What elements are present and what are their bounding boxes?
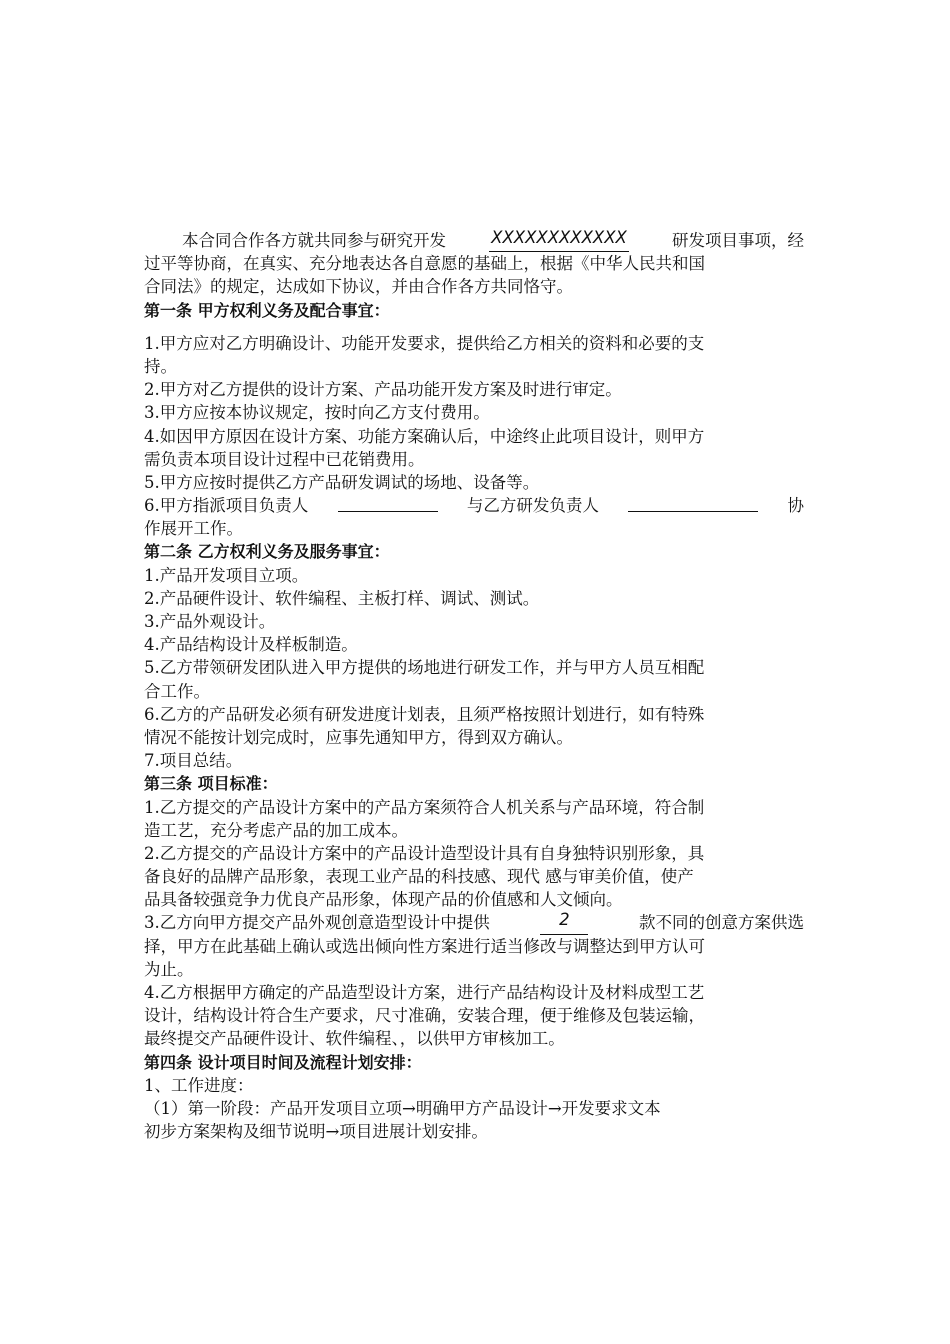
article2-line: 3.产品外观设计。 <box>144 612 276 631</box>
intro-text-a: 本合同合作各方就共同参与研究开发 <box>182 231 446 250</box>
article3-heading: 第三条 项目标准： <box>144 774 278 794</box>
item6-text-a: 6.甲方指派项目负责人 <box>144 496 309 516</box>
rd-lead-blank <box>628 494 758 512</box>
article4-heading: 第四条 设计项目时间及流程计划安排： <box>144 1052 422 1072</box>
article2-heading: 第二条 乙方权利义务及服务事宜： <box>144 542 390 562</box>
article1-heading: 第一条 甲方权利义务及配合事宜： <box>144 300 390 320</box>
item3-text-a: 3.乙方向甲方提交产品外观创意造型设计中提供 <box>144 913 490 933</box>
intro-line-1 <box>144 229 804 252</box>
item3-text-b: 款不同的创意方案供选 <box>639 913 804 933</box>
article4-line: （1）第一阶段：产品开发项目立项→明确甲方产品设计→开发要求文本 <box>144 1098 661 1118</box>
intro-line-2: 过平等协商，在真实、充分地表达各自意愿的基础上，根据《中华人民共和国 <box>144 254 705 274</box>
article3-line: 4.乙方根据甲方确定的产品造型设计方案，进行产品结构设计及材料成型工艺 <box>144 983 705 1002</box>
article1-line: 3.甲方应按本协议规定，按时向乙方支付费用。 <box>144 403 490 423</box>
article2-line: 情况不能按计划完成时，应事先通知甲方，得到双方确认。 <box>144 727 573 747</box>
article3-line: 2.乙方提交的产品设计方案中的产品设计造型设计具有自身独特识别形象，具 <box>144 843 705 863</box>
article2-line: 1.产品开发项目立项。 <box>144 565 309 585</box>
article2-line: 4.产品结构设计及样板制造。 <box>144 635 358 655</box>
article2-line: 5.乙方带领研发团队进入甲方提供的场地进行研发工作，并与甲方人员互相配 <box>144 658 705 678</box>
article3-line: 为止。 <box>144 959 194 979</box>
article1-line: 持。 <box>144 356 177 376</box>
contract-page <box>144 229 804 1143</box>
article3-line: 择，甲方在此基础上确认或选出倾向性方案进行适当修改与调整达到甲方认可 <box>144 936 705 956</box>
article3-line: 备良好的品牌产品形象，表现工业产品的科技感、现代 感与审美价值，使产 <box>144 867 694 887</box>
article3-line: 品具备较强竞争力优良产品形象，体现产品的价值感和人文倾向。 <box>144 890 623 910</box>
article2-line: 6.乙方的产品研发必须有研发进度计划表，且须严格按照计划进行，如有特殊 <box>144 704 705 724</box>
article4-line: 1、工作进度： <box>144 1075 254 1095</box>
article3-line: 造工艺，充分考虑产品的加工成本。 <box>144 820 408 840</box>
article2-line: 合工作。 <box>144 681 210 701</box>
article2-line: 7.项目总结。 <box>144 751 243 771</box>
article3-line: 设计，结构设计符合生产要求，尺寸准确，安装合理，便于维修及包装运输， <box>144 1006 705 1026</box>
article1-line: 1.甲方应对乙方明确设计、功能开发要求，提供给乙方相关的资料和必要的支 <box>144 333 705 353</box>
intro-text-b: 研发项目事项，经 <box>672 231 804 250</box>
article4-line: 初步方案架构及细节说明→项目进展计划安排。 <box>144 1122 488 1142</box>
project-name-field: XXXXXXXXXXXX <box>489 229 629 252</box>
article3-line: 1.乙方提交的产品设计方案中的产品方案须符合人机关系与产品环境，符合制 <box>144 797 705 817</box>
proposal-count-field: 2 <box>540 911 588 934</box>
article2-line: 2.产品硬件设计、软件编程、主板打样、调试、测试。 <box>144 588 540 608</box>
article3-item3-line <box>144 911 804 934</box>
project-lead-blank <box>338 494 438 512</box>
item6-text-b: 与乙方研发负责人 <box>466 496 599 516</box>
article1-line: 5.甲方应按时提供乙方产品研发调试的场地、设备等。 <box>144 472 540 492</box>
article1-item6-continued: 作展开工作。 <box>144 519 243 539</box>
article1-item6-line <box>144 494 804 517</box>
item6-text-c: 协 <box>787 496 804 516</box>
article3-line: 最终提交产品硬件设计、软件编程、，以供甲方审核加工。 <box>144 1029 565 1049</box>
article1-line: 4.如因甲方原因在设计方案、功能方案确认后，中途终止此项目设计，则甲方 <box>144 426 705 446</box>
article1-line: 2.甲方对乙方提供的设计方案、产品功能开发方案及时进行审定。 <box>144 380 622 400</box>
article1-line: 需负责本项目设计过程中已花销费用。 <box>144 449 425 469</box>
intro-line-3: 合同法》的规定，达成如下协议，并由合作各方共同恪守。 <box>144 277 573 297</box>
